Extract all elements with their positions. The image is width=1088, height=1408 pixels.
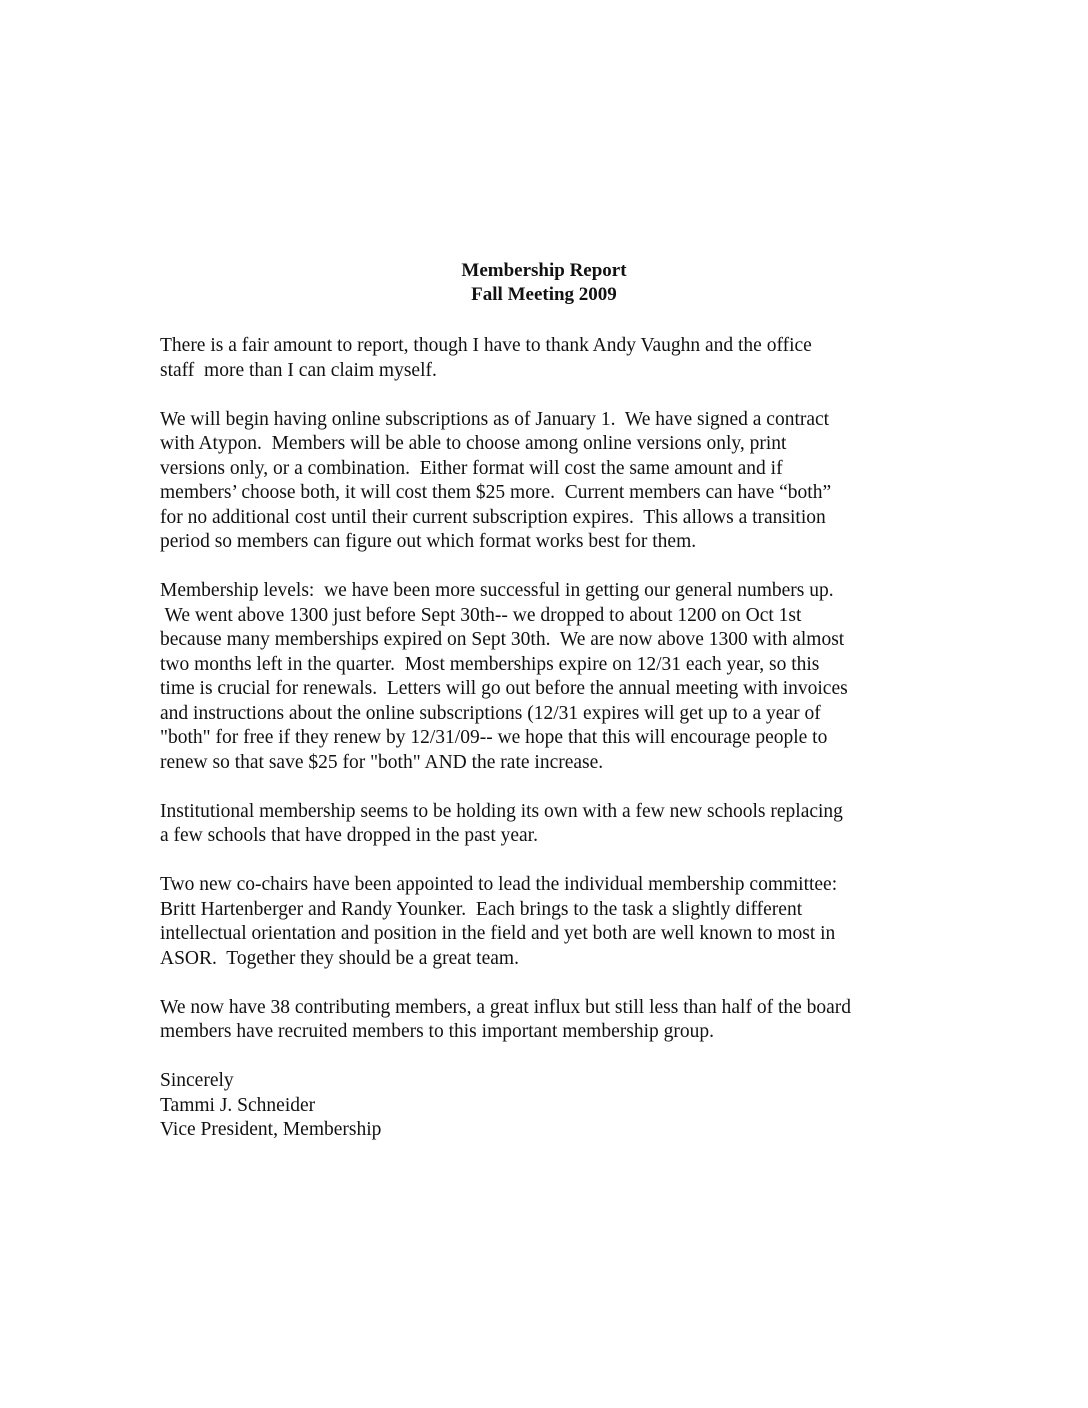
text-line: "both" for free if they renew by 12/31/09-- we hope that this will encourage people to — [160, 727, 828, 748]
text-line: two months left in the quarter. Most memberships expire on 12/31 each year, so this — [160, 653, 820, 675]
text-line: We went above 1300 just before Sept 30th-- we dropped to about 1200 on Oct 1st — [160, 604, 802, 626]
text-line: There is a fair amount to report, though I have to thank Andy Vaughn and the office — [160, 335, 812, 356]
paragraph-online-subscriptions — [160, 408, 940, 555]
signature-name: Tammi J. Schneider — [160, 1094, 316, 1116]
signature-block — [160, 1069, 940, 1143]
report-subtitle: Fall Meeting 2009 — [471, 284, 617, 305]
text-line: intellectual orientation and position in the field and yet both are well known to most in — [160, 923, 836, 944]
paragraph-membership-levels — [160, 579, 940, 775]
paragraph-intro — [160, 334, 940, 383]
text-line: staff more than I can claim myself. — [160, 359, 437, 381]
report-body — [160, 334, 940, 1143]
text-line: with Atypon. Members will be able to choose among online versions only, print — [160, 433, 787, 454]
text-line: a few schools that have dropped in the past year. — [160, 825, 538, 846]
text-line: We now have 38 contributing members, a great influx but still less than half of the board — [160, 996, 852, 1018]
text-line: versions only, or a combination. Either format will cost the same amount and if — [160, 457, 783, 479]
text-line: members’ choose both, it will cost them $25 more. Current members can have “both” — [160, 482, 832, 503]
paragraph-co-chairs — [160, 873, 940, 971]
report-heading — [0, 259, 1088, 307]
text-line: period so members can figure out which format works best for them. — [160, 531, 697, 552]
text-line: Institutional membership seems to be holding its own with a few new schools replacing — [160, 800, 843, 822]
paragraph-institutional-membership — [160, 800, 940, 849]
text-line: Membership levels: we have been more successful in getting our general numbers up. — [160, 580, 834, 601]
text-line: because many memberships expired on Sept 30th. We are now above 1300 with almost — [160, 629, 845, 650]
text-line: Two new co-chairs have been appointed to lead the individual membership committee: — [160, 874, 838, 895]
paragraph-contributing-members — [160, 996, 940, 1045]
text-line: time is crucial for renewals. Letters will go out before the annual meeting with invoices — [160, 678, 848, 699]
text-line: members have recruited members to this important membership group. — [160, 1021, 714, 1042]
text-line: for no additional cost until their current subscription expires. This allows a transition — [160, 506, 826, 528]
text-line: Britt Hartenberger and Randy Younker. Each brings to the task a slightly different — [160, 898, 803, 920]
text-line: and instructions about the online subscriptions (12/31 expires will get up to a year of — [160, 702, 821, 724]
text-line: renew so that save $25 for "both" AND the rate increase. — [160, 751, 604, 773]
report-title: Membership Report — [461, 260, 627, 281]
signature-title: Vice President, Membership — [160, 1119, 382, 1140]
signature-closing: Sincerely — [160, 1070, 234, 1091]
text-line: ASOR. Together they should be a great team. — [160, 947, 519, 969]
text-line: We will begin having online subscriptions as of January 1. We have signed a contract — [160, 408, 830, 430]
